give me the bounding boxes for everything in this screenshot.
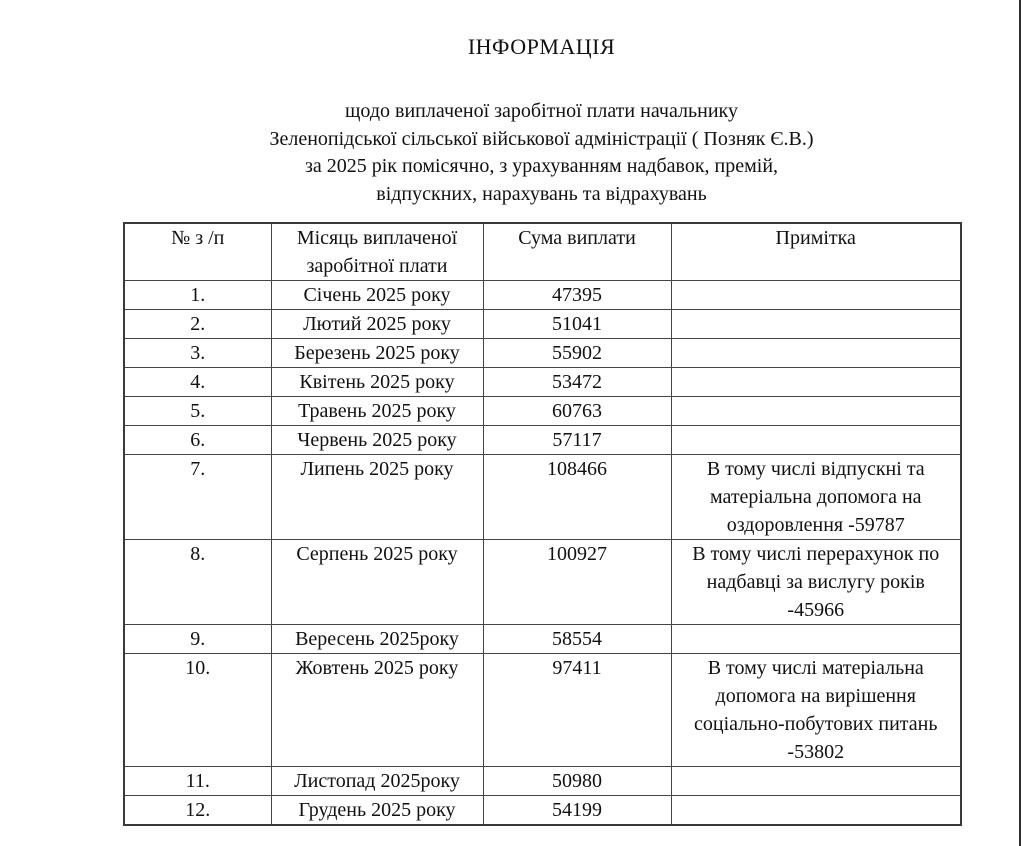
document-subtitle-line-2: Зеленопідської сільської військової адміністрації ( Позняк Є.В.) [269, 127, 814, 150]
cell-month: Липень 2025 року [271, 455, 483, 540]
document-subtitle-line-4: відпускних, нарахувань та відрахувань [376, 182, 707, 205]
cell-number: 10. [124, 654, 271, 767]
table-row [124, 455, 961, 540]
cell-amount: 100927 [483, 540, 671, 625]
table-row [124, 426, 961, 455]
document-header [123, 34, 960, 208]
page-edge-line [1019, 0, 1021, 846]
cell-number: 8. [124, 540, 271, 625]
cell-month: Жовтень 2025 року [271, 654, 483, 767]
cell-number: 1. [124, 281, 271, 310]
table-header-row [124, 223, 961, 281]
cell-note [671, 796, 961, 826]
cell-note [671, 339, 961, 368]
table-row [124, 397, 961, 426]
table-row [124, 281, 961, 310]
cell-amount: 47395 [483, 281, 671, 310]
table-row [124, 310, 961, 339]
salary-table [123, 222, 962, 826]
cell-amount: 53472 [483, 368, 671, 397]
cell-month: Лютий 2025 року [271, 310, 483, 339]
table-row [124, 339, 961, 368]
cell-note: В тому числі відпускні та матеріальна допомога на оздоровлення -59787 [671, 455, 961, 540]
cell-note [671, 767, 961, 796]
cell-number: 5. [124, 397, 271, 426]
column-header-note: Примітка [671, 223, 961, 281]
cell-month: Вересень 2025року [271, 625, 483, 654]
document-subtitle-line-3: за 2025 рік помісячно, з урахуванням надбавок, премій, [304, 155, 779, 177]
cell-number: 7. [124, 455, 271, 540]
cell-note [671, 426, 961, 455]
cell-month: Грудень 2025 року [271, 796, 483, 826]
table-row [124, 540, 961, 625]
cell-number: 6. [124, 426, 271, 455]
cell-amount: 54199 [483, 796, 671, 826]
table-row [124, 796, 961, 826]
cell-number: 2. [124, 310, 271, 339]
cell-note [671, 281, 961, 310]
cell-amount: 97411 [483, 654, 671, 767]
cell-note [671, 368, 961, 397]
document-subtitle-line-1: щодо виплаченої заробітної плати начальнику [345, 100, 738, 122]
cell-note: В тому числі перерахунок по надбавці за вислугу років -45966 [671, 540, 961, 625]
table-row [124, 654, 961, 767]
cell-amount: 60763 [483, 397, 671, 426]
cell-month: Червень 2025 року [271, 426, 483, 455]
table-row [124, 368, 961, 397]
cell-number: 3. [124, 339, 271, 368]
cell-amount: 58554 [483, 625, 671, 654]
cell-month: Травень 2025 року [271, 397, 483, 426]
cell-amount: 108466 [483, 455, 671, 540]
column-header-number: № з /п [124, 223, 271, 281]
cell-month: Березень 2025 року [271, 339, 483, 368]
cell-note: В тому числі матеріальна допомога на вирішення соціально-побутових питань -53802 [671, 654, 961, 767]
cell-month: Квітень 2025 року [271, 368, 483, 397]
table-row [124, 625, 961, 654]
cell-number: 12. [124, 796, 271, 826]
cell-number: 9. [124, 625, 271, 654]
cell-month: Серпень 2025 року [271, 540, 483, 625]
table-row [124, 767, 961, 796]
cell-amount: 55902 [483, 339, 671, 368]
cell-amount: 57117 [483, 426, 671, 455]
cell-month: Листопад 2025року [271, 767, 483, 796]
cell-note [671, 310, 961, 339]
cell-number: 4. [124, 368, 271, 397]
cell-number: 11. [124, 767, 271, 796]
column-header-amount: Сума виплати [483, 223, 671, 281]
cell-month: Січень 2025 року [271, 281, 483, 310]
column-header-month: Місяць виплаченої заробітної плати [271, 223, 483, 281]
cell-note [671, 397, 961, 426]
cell-note [671, 625, 961, 654]
document-title: ІНФОРМАЦІЯ [467, 34, 616, 59]
cell-amount: 51041 [483, 310, 671, 339]
cell-amount: 50980 [483, 767, 671, 796]
